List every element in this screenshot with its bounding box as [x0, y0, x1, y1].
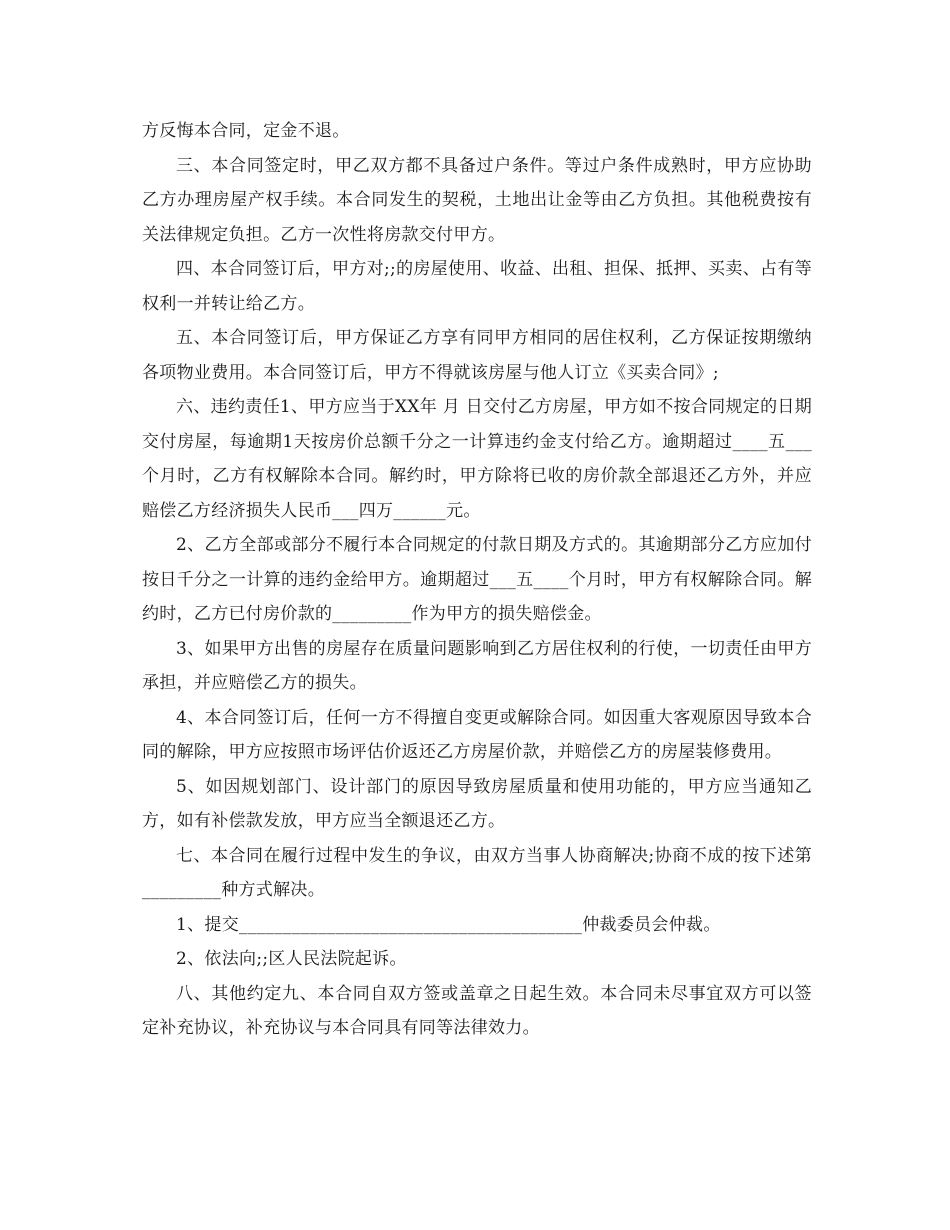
- paragraph-13: 八、其他约定九、本合同自双方签或盖章之日起生效。本合同未尽事宜双方可以签定补充协议，补充协议与本合同具有同等法律效力。: [142, 983, 812, 1038]
- paragraph-7: 3、如果甲方出售的房屋存在质量问题影响到乙方居住权利的行使，一切责任由甲方承担，并应赔偿乙方的损失。: [142, 638, 812, 693]
- paragraph-11: 1、提交_______________________________________仲裁委员会仲裁。: [176, 914, 721, 935]
- document-body: [142, 114, 812, 1046]
- paragraph-4: 五、本合同签订后，甲方保证乙方享有同甲方相同的居住权利，乙方保证按期缴纳各项物业费用。本合同签订后，甲方不得就该房屋与他人订立《买卖合同》;: [142, 328, 812, 383]
- paragraph-12: 2、依法向;;区人民法院起诉。: [176, 949, 407, 969]
- paragraph-2: 三、本合同签定时，甲乙双方都不具备过户条件。等过户条件成熟时，甲方应协助乙方办理房屋产权手续。本合同发生的契税，土地出让金等由乙方负担。其他税费按有关法律规定负担。乙方一次性将房款交付甲方。: [142, 155, 812, 245]
- paragraph-3: 四、本合同签订后，甲方对;;的房屋使用、收益、出租、担保、抵押、买卖、占有等权利一并转让给乙方。: [142, 259, 812, 314]
- paragraph-8: 4、本合同签订后，任何一方不得擅自变更或解除合同。如因重大客观原因导致本合同的解除，甲方应按照市场评估价返还乙方房屋价款，并赔偿乙方的房屋装修费用。: [142, 707, 812, 762]
- paragraph-9: 5、如因规划部门、设计部门的原因导致房屋质量和使用功能的，甲方应当通知乙方，如有补偿款发放，甲方应当全额退还乙方。: [142, 776, 812, 831]
- paragraph-10: 七、本合同在履行过程中发生的争议，由双方当事人协商解决;协商不成的按下述第_________种方式解决。: [142, 845, 812, 900]
- paragraph-1: 方反悔本合同，定金不退。: [142, 121, 350, 141]
- paragraph-6: 2、乙方全部或部分不履行本合同规定的付款日期及方式的。其逾期部分乙方应加付按日千分之一计算的违约金给甲方。逾期超过___五____个月时，甲方有权解除合同。解约时，乙方已付房价款的_________作为甲方的损失赔偿金。: [142, 535, 812, 624]
- paragraph-5: 六、违约责任1、甲方应当于XX年 月 日交付乙方房屋，甲方如不按合同规定的日期交付房屋，每逾期1天按房价总额千分之一计算违约金支付给乙方。逾期超过____五___个月时，乙方有权解除本合同。解约时，甲方除将已收的房价款全部退还乙方外，并应赔偿乙方经济损失人民币___四万______元。: [142, 397, 812, 521]
